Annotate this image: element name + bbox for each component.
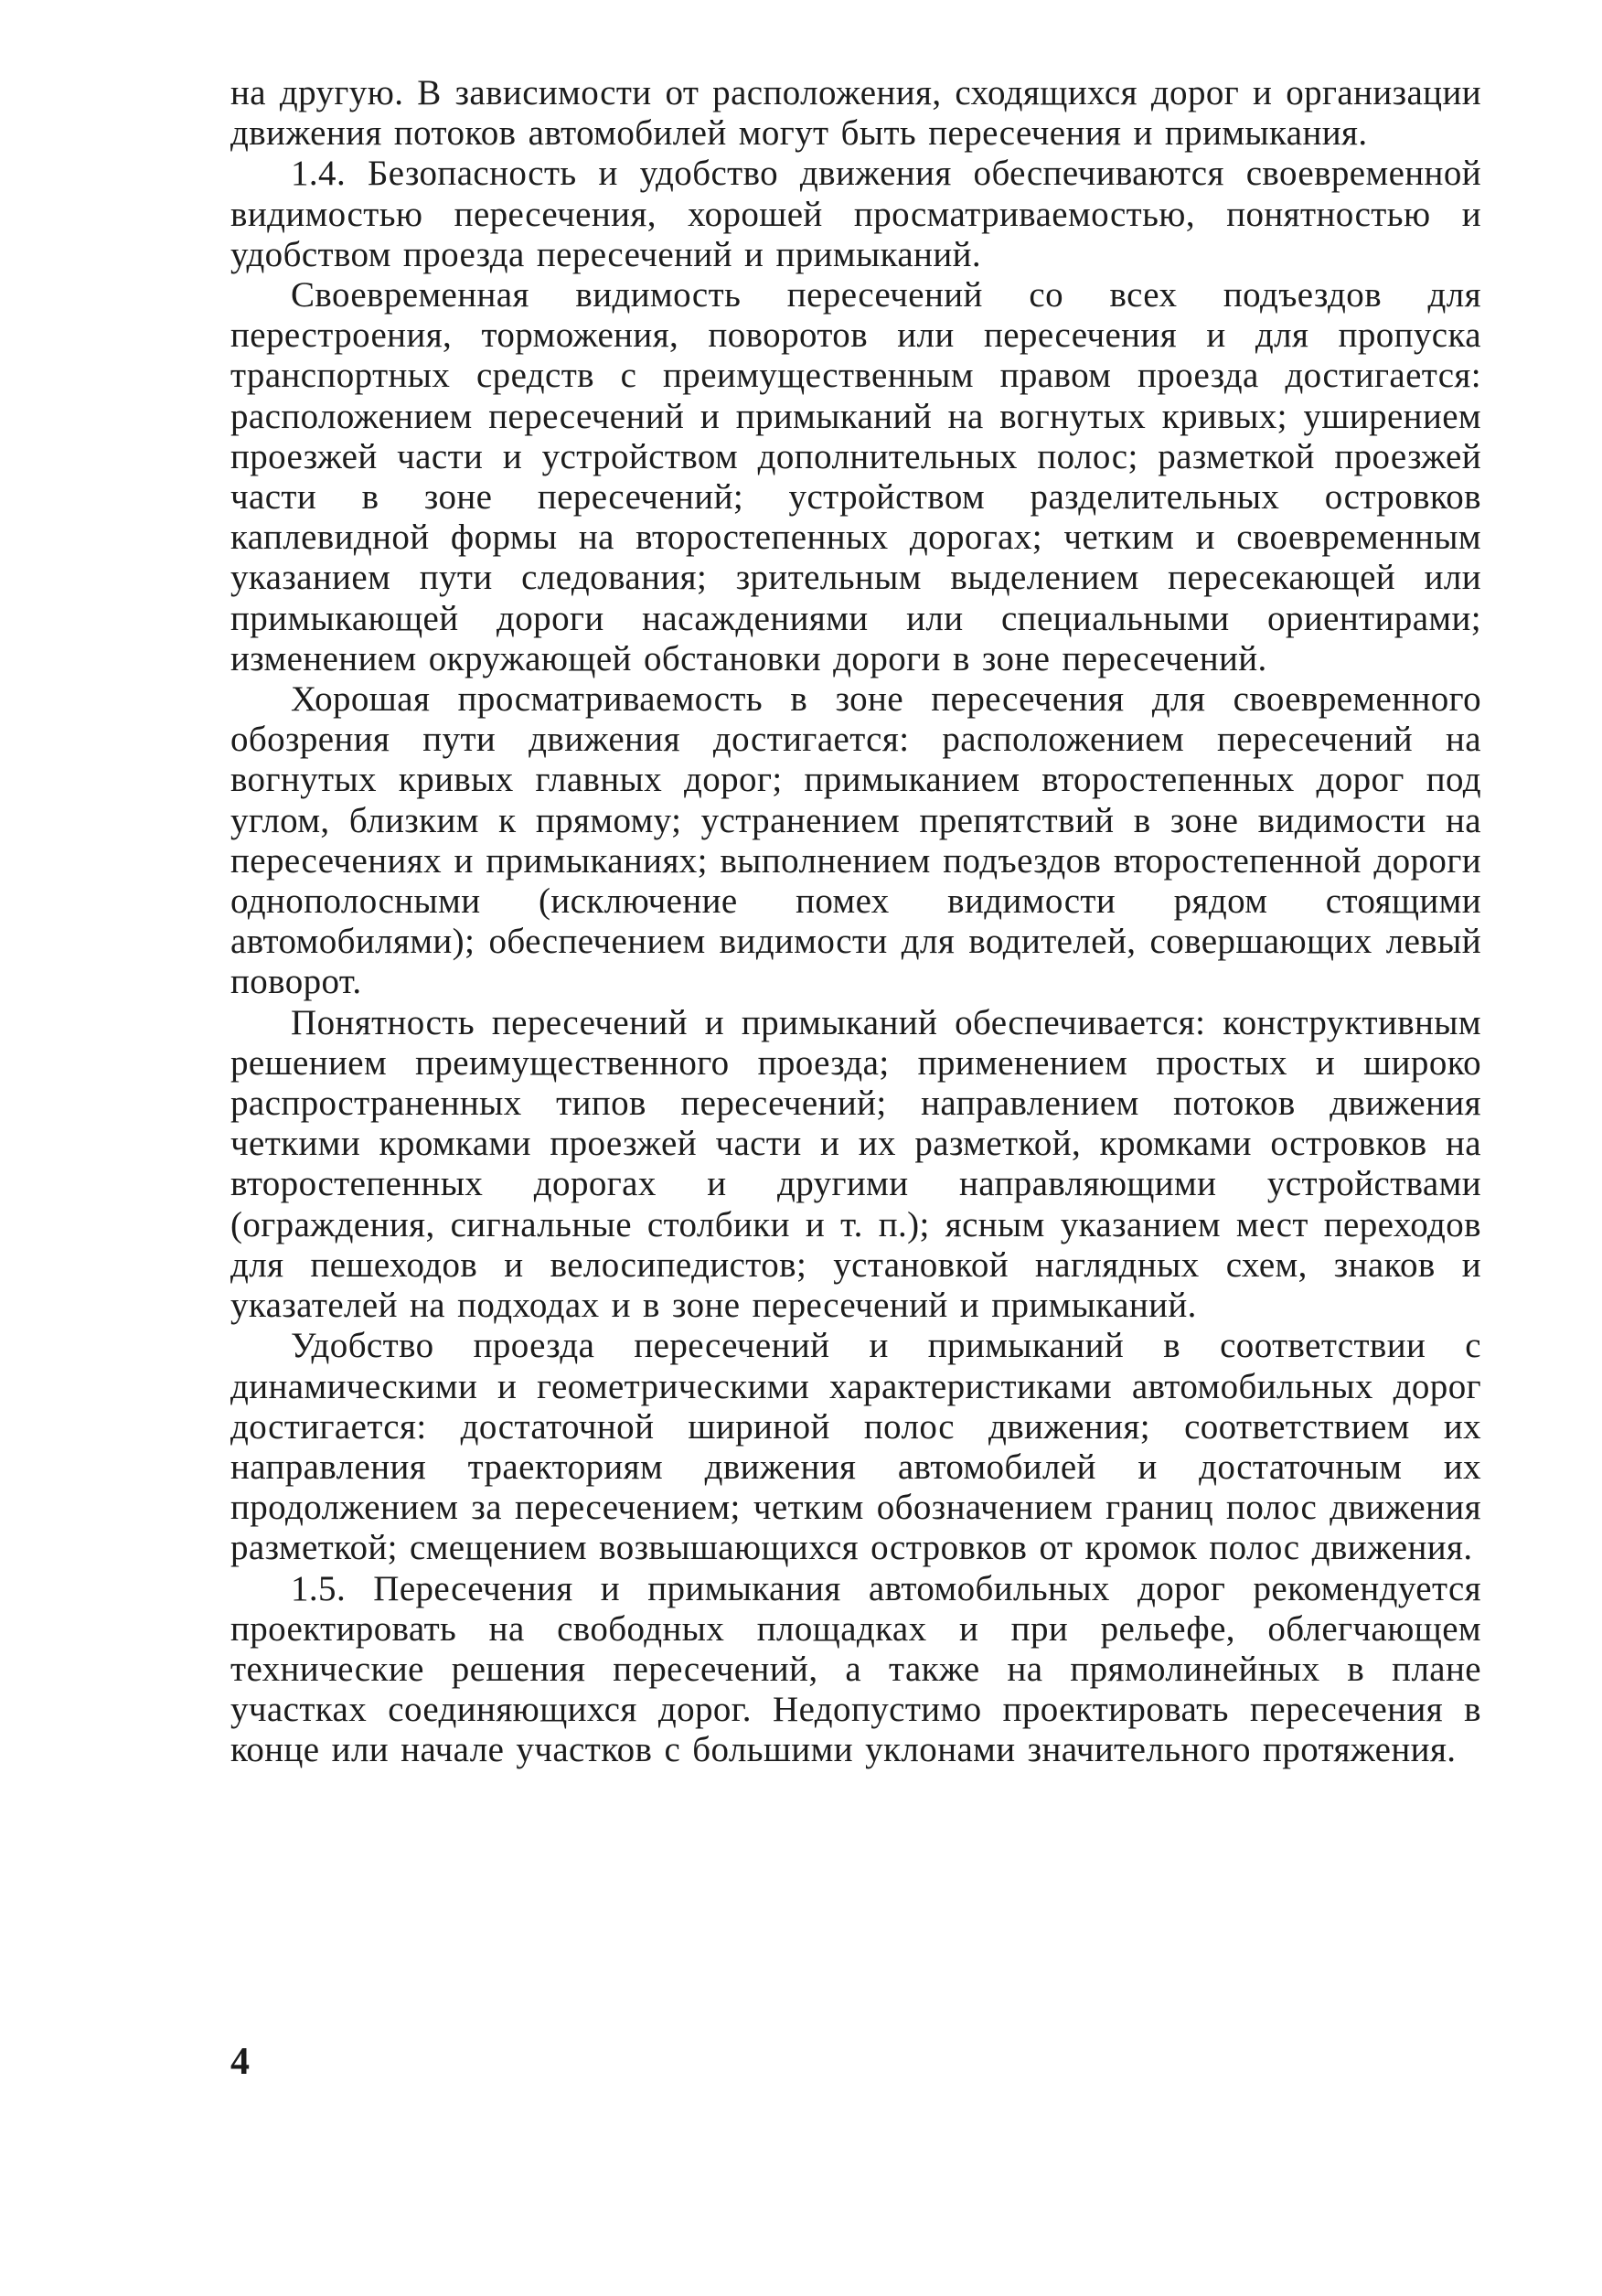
paragraph-good-viewability: Хорошая просматриваемость в зоне пересечения для своевременного обозрения пути движения достигается: расположением пересечений на вогнутых кривых главных дорог; примыканием второстепенных дорог под углом, близким к прямому; устранением препятствий в зоне видимости на пересечениях и примыканиях; выполнением подъездов второстепенной дороги однополосными (исключение помех видимости рядом стоящими автомобилями); обеспечением видимости для водителей, совершающих левый поворот. — [230, 679, 1481, 1002]
paragraph-section-1-5: 1.5. Пересечения и примыкания автомобильных дорог рекомендуется проектировать на свободных площадках и при рельефе, облегчающем технические решения пересечений, а также на прямолинейных в плане участках соединяющихся дорог. Недопустимо проектировать пересечения в конце или начале участков с большими уклонами значительного протяжения. — [230, 1568, 1481, 1770]
body-text — [230, 73, 1481, 1771]
page-number: 4 — [230, 2041, 250, 2083]
paragraph-section-1-4: 1.4. Безопасность и удобство движения обеспечиваются своевременной видимостью пересечения, хорошей просматриваемостью, понятностью и удобством проезда пересечений и примыканий. — [230, 154, 1481, 274]
paragraph-clarity: Понятность пересечений и примыканий обеспечивается: конструктивным решением преимущественного проезда; применением простых и широко распространенных типов пересечений; направлением потоков движения четкими кромками проезжей части и их разметкой, кромками островков на второстепенных дорогах и другими направляющими устройствами (ограждения, сигнальные столбики и т. п.); ясным указанием мест переходов для пешеходов и велосипедистов; установкой наглядных схем, знаков и указателей на подходах и в зоне пересечений и примыканий. — [230, 1002, 1481, 1326]
paragraph-continuation: на другую. В зависимости от расположения, сходящихся дорог и организации движения потоков автомобилей могут быть пересечения и примыкания. — [230, 73, 1481, 154]
paragraph-timely-visibility: Своевременная видимость пересечений со всех подъездов для перестроения, торможения, поворотов или пересечения и для пропуска транспортных средств с преимущественным правом проезда достигается: расположением пересечений и примыканий на вогнутых кривых; уширением проезжей части и устройством дополнительных полос; разметкой проезжей части в зоне пересечений; устройством разделительных островков каплевидной формы на второстепенных дорогах; четким и своевременным указанием пути следования; зрительным выделением пересекающей или примыкающей дороги насаждениями или специальными ориентирами; изменением окружающей обстановки дороги в зоне пересечений. — [230, 275, 1481, 678]
paragraph-convenience: Удобство проезда пересечений и примыканий в соответствии с динамическими и геометрическими характеристиками автомобильных дорог достигается: достаточной шириной полос движения; соответствием их направления траекториям движения автомобилей и достаточным их продолжением за пересечением; четким обозначением границ полос движения разметкой; смещением возвышающихся островков от кромок полос движения. — [230, 1326, 1481, 1568]
